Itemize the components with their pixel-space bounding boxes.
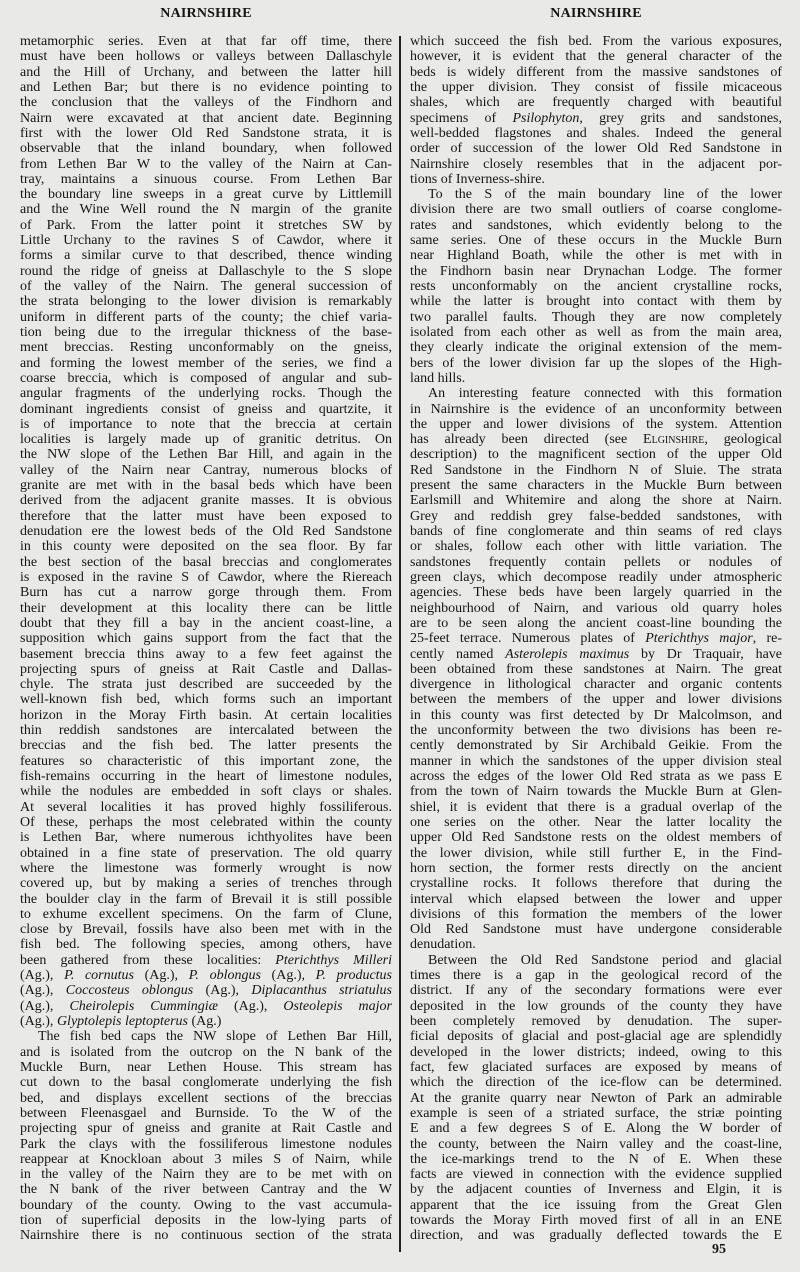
italic-species-name: P. oblongus [188,968,261,984]
text-segment: (Ag.), [20,983,66,999]
text-segment: (Ag.), [217,998,284,1014]
text-segment: , re- [752,631,782,647]
text-line: two parallel faults. Though they are now completely [410,309,782,325]
text-segment: cently named [410,646,506,662]
text-column-left [20,34,392,1244]
text-line: fish-remains occurring in the heart of limestone nodules, [20,769,392,784]
text-line: At several localities it has proved highly fossiliferous. [20,799,392,815]
text-line: the Findhorn basin near Drynachan Lodge. The former [410,263,782,279]
text-line: Between the Old Red Sandstone period and glacial [428,952,782,968]
text-segment: , grey grits and sandstones, [579,110,782,126]
text-line: in this county were deposited on the sea floor. By far [20,539,392,555]
text-line: the county, between the Nairn valley and the coast-line, [410,1136,782,1152]
text-line: the lower division, while still further E, in the Find- [410,845,782,861]
page-number: 95 [712,1242,726,1257]
text-line: the best section of the basal breccias and conglomerates [20,554,392,570]
text-line: doubt that they fill a bay in the ancient coast-line, a [20,615,392,631]
text-line: fish bed. The following species, among others, have [20,937,392,953]
running-header-left: NAIRNSHIRE [160,6,252,21]
text-line: shiel, it is evident that there is a gradual overlap of the [410,799,782,815]
text-line: bers of the lower division far up the slopes of the High- [410,355,782,371]
italic-species-name: Coccosteus oblongus [65,983,194,999]
text-line: Nairnshire there is no continuous section of the strata [20,1228,392,1244]
text-line: divisions of this formation the members of the lower [410,906,782,922]
text-line: between Fleenasgael and Burnside. To the W of the [20,1105,392,1121]
text-line [20,983,392,998]
text-line [410,111,782,126]
text-line: Park the clays with the fossiliferous limestone nodules [20,1136,392,1152]
text-line: near Highland Boath, while the other is met with in [410,248,782,264]
text-line: interval which elapsed between the lower and upper [410,891,782,907]
text-line: towards the Moray Firth moved first of all in an ENE [410,1213,782,1229]
text-line: well-bedded flagstones and shales. Indeed the general [410,125,782,141]
text-line [410,647,782,662]
text-line: rests unconformably on the ancient crystalline rocks, [410,279,782,294]
italic-species-name: Osteolepis major [283,998,392,1014]
text-line: tray, maintains a sinuous course. From Lethen Bar [20,171,392,187]
text-line: bands of fine conglomerate and thin seams of red clays [410,524,782,539]
text-segment: (Ag.), [20,998,70,1014]
text-line: their development at this locality there can be little [20,600,392,616]
text-line: of Park. From the latter point it stretches SW by [20,217,392,233]
text-line: between the members of the upper and lower divisions [410,692,782,708]
text-line: beds is widely different from the massive sandstones of [410,64,782,80]
text-line: and Lethen Bar; but there is no evidence pointing to [20,79,392,95]
text-line: isolated from each other as well as from the main area, [410,324,782,340]
text-line: derived from the adjacent granite masses. It is obvious [20,493,392,509]
text-line: close by Brevail, fossils have also been met with in the [20,922,392,938]
text-line: green clays, which decompose readily under atmospheric [410,569,782,585]
text-line: the conclusion that the valleys of the Findhorn and [20,95,392,111]
text-segment: specimens of [410,110,513,126]
text-line: the boulder clay in the farm of Brevail it is still possible [20,891,392,907]
text-line: order of succession of the lower Old Red Sandstone in [410,141,782,157]
text-segment: , geological [704,432,783,448]
text-line: Of these, perhaps the most celebrated within the county [20,814,392,830]
text-line: covered up, but by making a series of trenches through [20,876,392,892]
text-line: the upper and lower divisions of the system. Attention [410,416,782,432]
text-line: upper Old Red Sandstone rests on the oldest members of [410,830,782,846]
text-line: however, it is evident that the general character of the [410,49,782,65]
text-line: dominant ingredients consist of gneiss and quartzite, it [20,401,392,417]
text-line: crystalline rocks. It follows therefore that during the [410,876,782,892]
text-line: fact, few glaciated surfaces are exposed by means of [410,1059,782,1075]
italic-species-name: Cheirolepis Cummingiæ [69,998,218,1014]
text-line: Old Red Sandstone must have undergone considerable [410,922,782,938]
paragraph [20,34,392,1029]
text-line: they clearly indicate the original extension of the mem- [410,340,782,356]
italic-species-name: P. productus [315,968,393,984]
text-line: first with the lower Old Red Sandstone strata, it is [20,125,392,141]
text-line: uniform in different parts of the county; the chief varia- [20,309,392,325]
text-line: is Lethen Bar, where numerous ichthyolites have been [20,830,392,846]
text-line: times there is a gap in the geological record of the [410,968,782,984]
text-line: deposited in the low grounds of the county they have [410,998,782,1014]
text-line: ment breccias. Resting unconformably on the gneiss, [20,340,392,356]
text-line: while the latter is brought into contact with them by [410,294,782,310]
text-line: the ice-markings trend to the N of E. When these [410,1151,782,1167]
text-segment: (Ag.), [193,983,252,999]
text-line: description) to the magnificent section of the upper Old [410,447,782,463]
text-line: are to be seen along the ancient coast-line bounding the [410,615,782,631]
text-line: reappear at Knockloan about 3 miles S of Nairn, while [20,1151,392,1167]
text-line: the NW slope of the Lethen Bar Hill, and again in the [20,447,392,463]
italic-species-name: Pterichthys Milleri [275,952,392,968]
text-line [20,999,392,1014]
text-line: basement breccia thins away to a few feet against the [20,646,392,662]
text-line: supposition which gains support from the fact that the [20,631,392,647]
text-line: denudation ere the lowest beds of the Old Red Sandstone [20,524,392,539]
text-line: coarse breccia, which is composed of angular and sub- [20,370,392,386]
text-line: must have been hollows or valleys between Dallaschyle [20,49,392,65]
paragraph [410,953,782,1244]
text-line: division there are two small outliers of coarse conglome- [410,202,782,218]
column-divider [399,36,401,1252]
text-line: which succeed the fish bed. From the various exposures, [410,34,782,49]
italic-species-name: Asterolepis maximus [505,646,630,662]
text-segment: (Ag.), [133,968,189,984]
text-line [20,968,392,983]
text-segment: (Ag.), [20,1014,57,1029]
text-line: Nairn were excavated at that ancient date. Beginning [20,110,392,126]
text-line: granite are met with in the basal beds which have been [20,478,392,494]
text-line: localities is largely made up of granitic detritus. On [20,432,392,448]
text-line: ficial deposits of glacial and post-glacial age are splendidly [410,1029,782,1045]
text-line: manner in which the sandstones of the upper division steal [410,753,782,769]
text-line: direction, and was gradually deflected towards the E [410,1228,782,1244]
text-line: been completely removed by denudation. The super- [410,1014,782,1029]
text-line [20,953,392,968]
text-line: the strata belonging to the lower division is remarkably [20,294,392,310]
text-line: boundary of the county. Owing to the vast accumula- [20,1197,392,1213]
text-line: forms a similar curve to that described, thence winding [20,248,392,264]
paragraph [410,386,782,953]
text-line: Red Sandstone in the Findhorn N of Sluie. The strata [410,462,782,478]
text-line: in Nairnshire is the evidence of an unconformity between [410,401,782,417]
text-line: rates and sandstones, which evidently belong to the [410,217,782,233]
text-line: Grey and reddish grey false-bedded sandstones, with [410,508,782,524]
paragraph [410,187,782,386]
text-line: denudation. [410,937,476,953]
text-line: sandstones frequently contain pellets or nodules of [410,554,782,570]
text-line: and is isolated from the outcrop on the N bank of the [20,1044,392,1060]
text-segment: by Dr Traquair, have [629,646,783,662]
text-line: obtained in a fine state of preservation. The old quarry [20,845,392,861]
text-line: apparent that the ice issuing from the Great Glen [410,1197,782,1213]
text-line: valley of the Nairn near Cantray, numerous blocks of [20,462,392,478]
text-line: and the Hill of Urchany, and between the latter hill [20,64,392,80]
text-line: At the granite quarry near Newton of Park an admirable [410,1090,782,1106]
text-line: and the Wine Well round the N margin of the granite [20,202,392,218]
italic-species-name: Diplacanthus striatulus [251,983,393,999]
text-line: the N bank of the river between Cantray and the W [20,1182,392,1198]
text-line: or shales, follow each other with little variation. The [410,539,782,555]
text-segment: (Ag.) [187,1014,222,1029]
text-line [410,432,782,447]
text-segment: (Ag.), [20,968,65,984]
text-line: while the nodules are embedded in soft clays or shales. [20,784,392,800]
text-line: features so characteristic of this important zone, the [20,753,392,769]
text-line: where the limestone was formerly wrought is now [20,860,392,876]
paragraph [410,34,782,187]
text-line: round the ridge of gneiss at Dallaschyle to the S slope [20,263,392,279]
text-line: Muckle Burn, near Lethen House. This stream has [20,1059,392,1075]
text-line: from Lethen Bar W to the valley of the Nairn at Can- [20,156,392,172]
text-segment: been gathered from these localities: [20,952,276,968]
text-line: projecting spurs of gneiss at Rait Castle and Dallas- [20,661,392,677]
text-line: The fish bed caps the NW slope of Lethen Bar Hill, [38,1029,392,1045]
italic-species-name: Psilophyton [512,110,580,126]
text-line: facts are viewed in connection with the evidence supplied [410,1167,782,1183]
text-line: Nairnshire closely resembles that in the adjacent por- [410,156,782,172]
text-line [20,1014,392,1029]
text-line: well-known fish bed, which forms such an important [20,692,392,708]
italic-species-name: P. cornutus [64,968,134,984]
text-line: across the edges of the lower Old Red strata as we pass E [410,769,782,784]
text-line: is exposed in the ravine S of Cawdor, where the Riereach [20,569,392,585]
text-line: the upper division. They consist of fissile micaceous [410,79,782,95]
text-line: same series. One of these occurs in the Muckle Burn [410,233,782,249]
text-line: tion of superficial deposits in the low-lying parts of [20,1213,392,1229]
text-line: developed in the lower districts; indeed, owing to this [410,1044,782,1060]
text-line: cently demonstrated by Sir Archibald Geikie. From the [410,738,782,754]
running-header-right: NAIRNSHIRE [550,6,642,21]
text-line: the boundary line sweeps in a great curve by Littlemill [20,187,392,203]
text-line: thin reddish sandstones are intercalated between the [20,723,392,739]
text-line: example is seen of a striated surface, the striæ pointing [410,1105,782,1121]
text-line: horizon in the Moray Firth basin. At certain localities [20,707,392,723]
text-line: from the town of Nairn towards the Muckle Burn at Glen- [410,784,782,800]
text-line: the unconformity between the two divisions has been re- [410,723,782,739]
text-segment: (Ag.), [260,968,316,984]
text-line: of the valley of the Nairn. The general succession of [20,279,392,294]
text-line: present the same characters in the Muckle Burn between [410,478,782,494]
text-line: tions of Inverness-shire. [410,171,545,187]
text-line: E and a few degrees S of E. Along the W border of [410,1121,782,1137]
text-line: tion being due to the irregular thickness of the base- [20,324,392,340]
text-segment: has already been directed (see [410,432,644,448]
text-line: which the direction of the ice-flow can be determined. [410,1075,782,1091]
text-line: observable that the inland boundary, when followed [20,141,392,157]
text-line: chyle. The strata just described are succeeded by the [20,677,392,693]
text-line: An interesting feature connected with this formation [428,386,782,402]
text-line: bed, and displays excellent sections of the breccias [20,1090,392,1106]
small-caps-reference: Elginshire [643,432,705,448]
text-line: to exhume excellent specimens. On the farm of Clune, [20,906,392,922]
text-line: angular fragments of the underlying rocks. Though the [20,386,392,402]
text-line: neighbourhood of Nairn, and various old quarry holes [410,600,782,616]
text-line: therefore that the latter must have been exposed to [20,508,392,524]
text-line: metamorphic series. Even at that far off time, there [20,34,392,49]
text-line: in the valley of the Nairn they are to be met with on [20,1167,392,1183]
text-line: one series on the other. Near the latter locality the [410,814,782,830]
text-line: land hills. [410,370,466,386]
text-line [410,631,782,646]
text-line: breccias and the fish bed. The latter presents the [20,738,392,754]
text-line: is of importance to note that the breccia at certain [20,416,392,432]
text-line: horn section, the former rests directly on the ancient [410,860,782,876]
text-line: and forming the lowest member of the series, we find a [20,355,392,371]
text-line: Little Urchany to the ravines S of Cawdor, where it [20,233,392,249]
text-line: by the adjacent counties of Inverness and Elgin, it is [410,1182,782,1198]
text-line: Earlsmill and Whitemire and along the shore at Nairn. [410,493,782,509]
text-segment: 25-feet terrace. Numerous plates of [410,631,646,647]
text-column-right [410,34,782,1244]
text-line: cut down to the basal conglomerate underlying the fish [20,1075,392,1091]
text-line: Burn has cut a narrow gorge through them. From [20,585,392,601]
text-line: agencies. These beds have been largely quarried in the [410,585,782,601]
text-line: projecting spur of gneiss and granite at Rait Castle and [20,1121,392,1137]
italic-species-name: Pterichthys major [645,631,753,647]
text-line: To the S of the main boundary line of the lower [428,187,782,203]
text-line: in this county was first detected by Dr Malcolmson, and [410,707,782,723]
text-line: been obtained from these sandstones at Nairn. The great [410,661,782,677]
text-line: shales, which are frequently charged with beautiful [410,95,782,111]
text-line: divergence in lithological character and organic contents [410,677,782,693]
italic-species-name: Glyptolepis leptopterus [56,1014,188,1029]
text-line: district. If any of the secondary formations were ever [410,983,782,999]
paragraph [20,1029,392,1243]
